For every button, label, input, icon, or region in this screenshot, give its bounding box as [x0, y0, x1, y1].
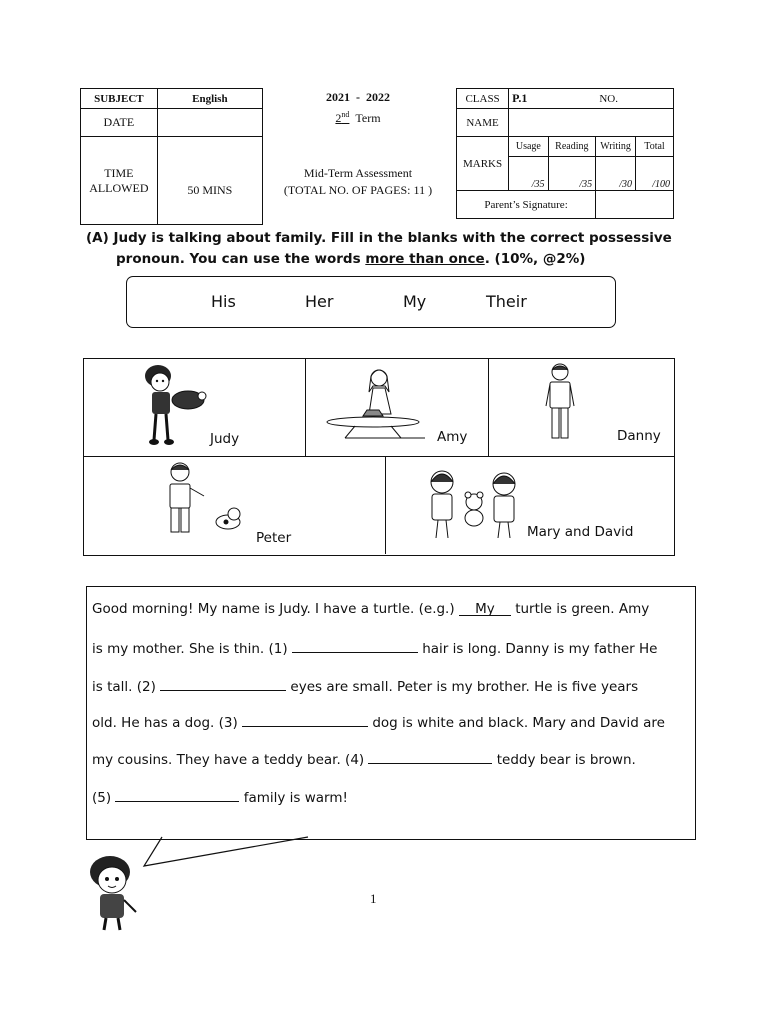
peter-illustration — [158, 460, 248, 540]
school-year: 2021 - 2022 — [326, 90, 390, 104]
subject-value: English — [157, 89, 262, 109]
instruction-line-2: pronoun. You can use the words more than once. (10%, @2%) — [116, 251, 586, 267]
label-amy: Amy — [437, 429, 468, 445]
word-her: Her — [305, 292, 334, 311]
marks-col-total: Total — [636, 137, 674, 157]
passage-line-3: is tall. (2) eyes are small. Peter is my brother. He is five years — [92, 676, 638, 695]
instruction-line-1: (A) Judy is talking about family. Fill in the blanks with the correct possessive — [86, 230, 672, 246]
name-label: NAME — [457, 109, 509, 137]
passage-line-2: is my mother. She is thin. (1) hair is long. Danny is my father He — [92, 638, 657, 657]
passage-line-5: my cousins. They have a teddy bear. (4) teddy bear is brown. — [92, 749, 636, 768]
time-label: TIME ALLOWED — [81, 137, 158, 225]
time-value: 50 MINS — [157, 137, 262, 225]
marks-col-usage: Usage — [509, 137, 548, 157]
date-label: DATE — [81, 109, 158, 137]
name-field[interactable] — [509, 109, 674, 137]
amy-illustration — [325, 366, 435, 442]
word-their: Their — [486, 292, 527, 311]
example-answer: My — [459, 601, 511, 616]
danny-illustration — [543, 362, 577, 444]
blank-4[interactable] — [368, 749, 492, 764]
word-his: His — [211, 292, 236, 311]
label-mary-and-david: Mary and David — [527, 524, 634, 540]
mary-david-illustration — [422, 468, 526, 542]
marks-usage[interactable]: /35 — [509, 157, 548, 191]
class-label: CLASS — [457, 89, 509, 109]
blank-3[interactable] — [242, 712, 368, 727]
exam-info-table — [80, 88, 263, 225]
assessment-title: Mid-Term Assessment — [303, 166, 413, 180]
label-peter: Peter — [256, 530, 292, 546]
label-judy: Judy — [210, 431, 240, 447]
date-value[interactable] — [157, 109, 262, 137]
class-value: P.1 — [512, 91, 528, 105]
blank-5[interactable] — [115, 787, 239, 802]
passage-line-4: old. He has a dog. (3) dog is white and black. Mary and David are — [92, 712, 665, 731]
speech-bubble-tail — [140, 836, 320, 870]
label-danny: Danny — [617, 428, 661, 444]
term: 2nd Term — [335, 110, 381, 125]
no-label: NO. — [599, 93, 618, 105]
marks-total[interactable]: /100 — [636, 157, 674, 191]
signature-label: Parent’s Signature: — [457, 191, 596, 219]
page-number: 1 — [370, 891, 377, 906]
blank-1[interactable] — [292, 638, 418, 653]
word-bank-box — [126, 276, 616, 328]
subject-label: SUBJECT — [81, 89, 158, 109]
judy-illustration — [136, 360, 214, 448]
student-info-table — [456, 88, 674, 219]
marks-col-writing: Writing — [596, 137, 636, 157]
total-pages: (TOTAL NO. OF PAGES: 11 ) — [283, 183, 433, 197]
judy-speaking-illustration — [84, 854, 140, 934]
marks-col-reading: Reading — [548, 137, 596, 157]
marks-label: MARKS — [457, 137, 509, 191]
signature-field[interactable] — [596, 191, 674, 219]
passage-line-6: (5) family is warm! — [92, 787, 348, 806]
blank-2[interactable] — [160, 676, 286, 691]
passage-line-1: Good morning! My name is Judy. I have a turtle. (e.g.) My turtle is green. Amy — [92, 601, 650, 617]
marks-reading[interactable]: /35 — [548, 157, 596, 191]
marks-writing[interactable]: /30 — [596, 157, 636, 191]
class-no-cell[interactable] — [509, 89, 674, 109]
word-my: My — [403, 292, 427, 311]
